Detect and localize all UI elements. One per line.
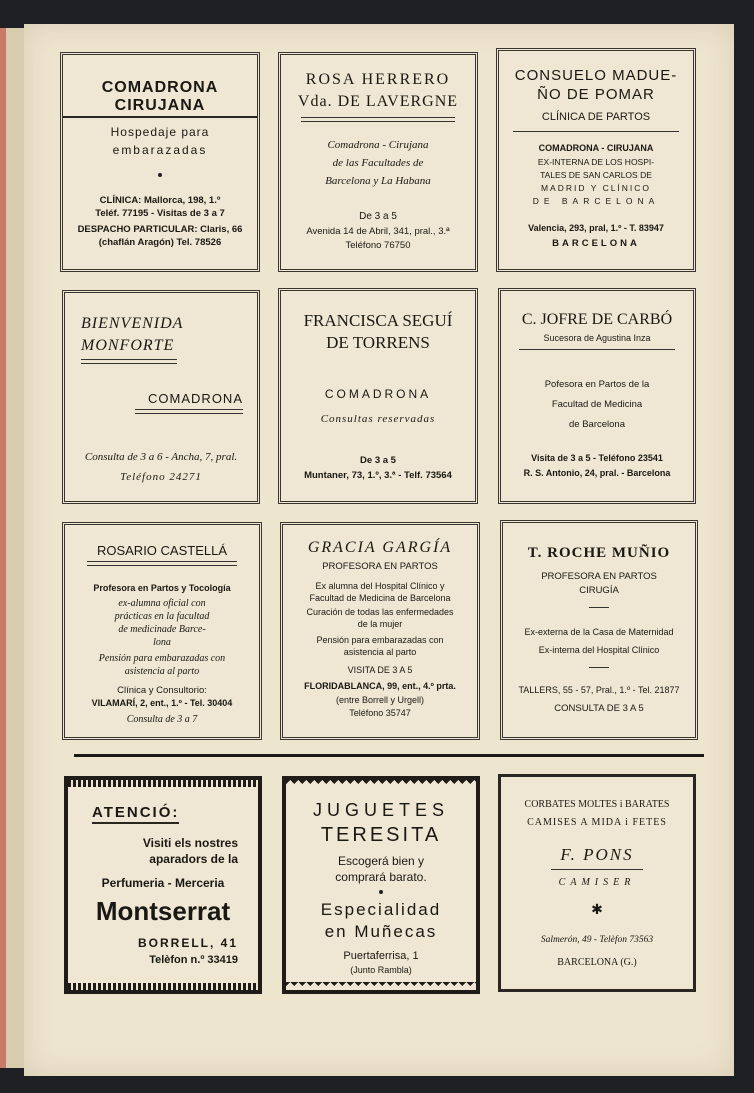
ad-role: CAMISER [558,877,636,888]
ad-brand: TERESITA [320,824,442,846]
ad-name: F. PONS [560,845,634,864]
ad-address: R. S. Antonio, 24, pral. - Barcelona [523,468,671,478]
ad-line: Clínica y Consultorio: [117,685,207,696]
ad-line: Ex-externa de la Casa de Maternidad [524,627,674,637]
ad-line: ex-alumna oficial con [118,598,206,609]
ad-line: de medicinade Barce- [118,624,206,635]
ad-name: ROSARIO CASTELLÁ [96,543,228,558]
ad-line: Barcelona y La Habana [325,175,431,187]
ad-address: VILAMARÍ, 2, ent., 1.º - Tel. 30404 [91,698,233,708]
ad-name: C. JOFRE DE CARBÓ [521,311,673,328]
ad-role: COMADRONA [324,387,432,401]
ad-line: de las Facultades de [332,157,424,169]
ad-name: ÑO DE POMAR [537,86,655,103]
ad-phone: Teléf. 77195 - Visitas de 3 a 7 [95,208,225,219]
ad-hours: Visita de 3 a 5 - Teléfono 23541 [531,453,663,463]
ad-line: Especialidad [320,900,442,919]
ad-f-pons-camiser [498,774,696,992]
ad-line: asistencia al parto [343,647,417,657]
ad-city: BARCELONA [552,238,640,249]
divider [589,607,609,608]
ad-name: GRACIA GARGÍA [307,539,453,556]
ad-hours: Consulta de 3 a 6 - Ancha, 7, pral. [84,451,238,463]
ad-bienvenida-monforte [62,290,260,504]
ad-line: Curación de todas las enfermedades [306,607,454,617]
ad-name: ROSA HERRERO [305,71,451,88]
ad-line: DE BARCELONA [532,196,660,206]
ad-role: COMADRONA [148,391,243,406]
divider [135,409,243,414]
ad-role: COMADRONA - CIRUJANA [538,143,654,153]
divider [87,561,237,566]
book-spine [0,28,26,1068]
ad-phone: (chaflán Aragón) Tel. 78526 [98,237,222,248]
ad-line: MADRID Y CLÍNICO [540,183,652,193]
ad-line: en Muñecas [324,922,438,941]
decorative-border [286,982,476,990]
ad-line: Ex alumna del Hospital Clínico y [315,581,445,591]
ad-address: Valencia, 293, pral, 1.º - T. 83947 [528,223,664,233]
ad-hours: VISITA DE 3 A 5 [347,665,413,675]
ad-francisca-segui [278,288,478,504]
ad-subtitle: CLÍNICA DE PARTOS [541,111,651,123]
ad-role: Profesora en Partos y Tocología [93,583,231,593]
ad-line: Pofesora en Partos de la [544,379,650,390]
ad-hours: De 3 a 5 [360,455,396,466]
ad-rosa-herrero [278,52,478,272]
ad-address: DESPACHO PARTICULAR: Claris, 66 [77,224,243,235]
ad-address: FLORIDABLANCA, 99, ent., 4.º prta. [304,681,456,691]
decorative-border [286,780,476,788]
divider [551,869,643,870]
ad-roche-munio [500,520,698,740]
ad-line: Pensión para embarazadas con [316,635,444,645]
ad-address: CLÍNICA: Mallorca, 198, 1.º [99,195,221,206]
ad-phone: Teléfono 24271 [120,471,202,483]
ad-phone: Teléfono 76750 [345,240,411,251]
ad-role: PROFESORA EN PARTOS [541,571,657,582]
ad-line: Perfumeria - Merceria [101,876,225,890]
ad-phone: Telèfon n.º 33419 [149,954,238,966]
ad-name: MONFORTE [81,337,175,354]
ad-line: CORBATES MOLTES i BARATES [524,799,670,810]
divider [589,667,609,668]
ad-address: Muntaner, 73, 1.º, 3.ª - Telf. 73564 [304,470,452,481]
ad-phone: Teléfono 35747 [349,708,411,718]
ad-line: de la mujer [357,619,403,629]
ad-line: Facultad de Medicina de Barcelona [309,593,451,603]
ad-brand: Montserrat [95,896,231,926]
ad-line: TALES DE SAN CARLOS DE [540,170,652,180]
ad-consuelo-madueno [496,48,696,272]
ad-role: CIRUGÍA [579,585,619,596]
divider [513,131,679,132]
ad-name: DE TORRENS [326,333,430,352]
ad-subtitle: Sucesora de Agustina Inza [543,333,651,343]
ad-line: Facultad de Medicina [551,399,643,410]
ad-role: PROFESORA EN PARTOS [322,561,438,572]
ad-address: Avenida 14 de Abril, 341, pral., 3.ª [306,226,450,237]
ad-name: CONSUELO MADUE- [514,67,678,84]
ad-hours: De 3 a 5 [359,211,397,222]
ad-line: Pensión para embarazadas con [98,653,226,664]
page [24,24,734,1076]
divider [81,359,177,364]
ad-address: BORRELL, 41 [137,936,238,950]
ad-line: EX-INTERNA DE LOS HOSPI- [537,157,655,167]
ad-line: lona [153,637,171,648]
ad-address: (entre Borrell y Urgell) [335,695,425,705]
ad-name: T. ROCHE MUÑIO [527,545,671,561]
decorative-border [68,780,258,787]
divider [519,349,675,350]
decorative-border [68,983,258,990]
ad-address: Puertaferrisa, 1 [343,950,419,962]
ad-line: aparadors de la [149,852,238,866]
ad-rosario-castella [62,522,262,740]
ad-address: Salmerón, 49 - Telèfon 73563 [540,935,654,945]
ad-line: comprará barato. [335,870,427,884]
ad-title: COMADRONA CIRUJANA [63,79,257,118]
ad-line: JUGUETES [312,800,449,820]
ad-role: Comadrona - Cirujana [327,139,429,151]
ad-name: FRANCISCA SEGUÍ [303,311,453,330]
star-icon: ✱ [591,901,603,917]
ad-note: Consultas reservadas [320,413,436,425]
ad-name: BIENVENIDA [81,315,184,332]
ad-juguetes-teresita [282,776,480,994]
bullet-icon [158,173,162,177]
ad-line: de Barcelona [569,419,625,430]
ad-line: embarazadas [112,143,208,157]
ad-hours: Consulta de 3 a 7 [126,714,198,725]
ad-line: CAMISES A MIDA i FETES [527,817,667,828]
ad-jofre-de-carbo [498,288,696,504]
ad-line: Escogerá bien y [337,854,425,868]
ad-name: Vda. DE LAVERGNE [297,93,459,110]
ad-line: asistencia al parto [124,666,200,677]
ad-line: prácticas en la facultad [114,611,210,622]
ad-city: BARCELONA (G.) [557,957,637,968]
ad-line: Hospedaje para [110,125,210,139]
ad-address: (Junto Rambla) [350,965,412,975]
ad-header: ATENCIÓ: [92,804,179,824]
ad-line: Visiti els nostres [142,836,238,850]
ad-address: TALLERS, 55 - 57, Pral., 1.º - Tel. 21877 [518,685,680,695]
divider [301,117,455,122]
ad-comadrona-cirujana [60,52,260,272]
bullet-icon [379,890,383,894]
section-divider [74,754,704,757]
ad-gracia-garcia [280,522,480,740]
ad-line: Ex-interna del Hospital Clínico [538,645,660,655]
ad-hours: CONSULTA DE 3 A 5 [554,703,644,714]
ad-perfumeria-montserrat [64,776,262,994]
